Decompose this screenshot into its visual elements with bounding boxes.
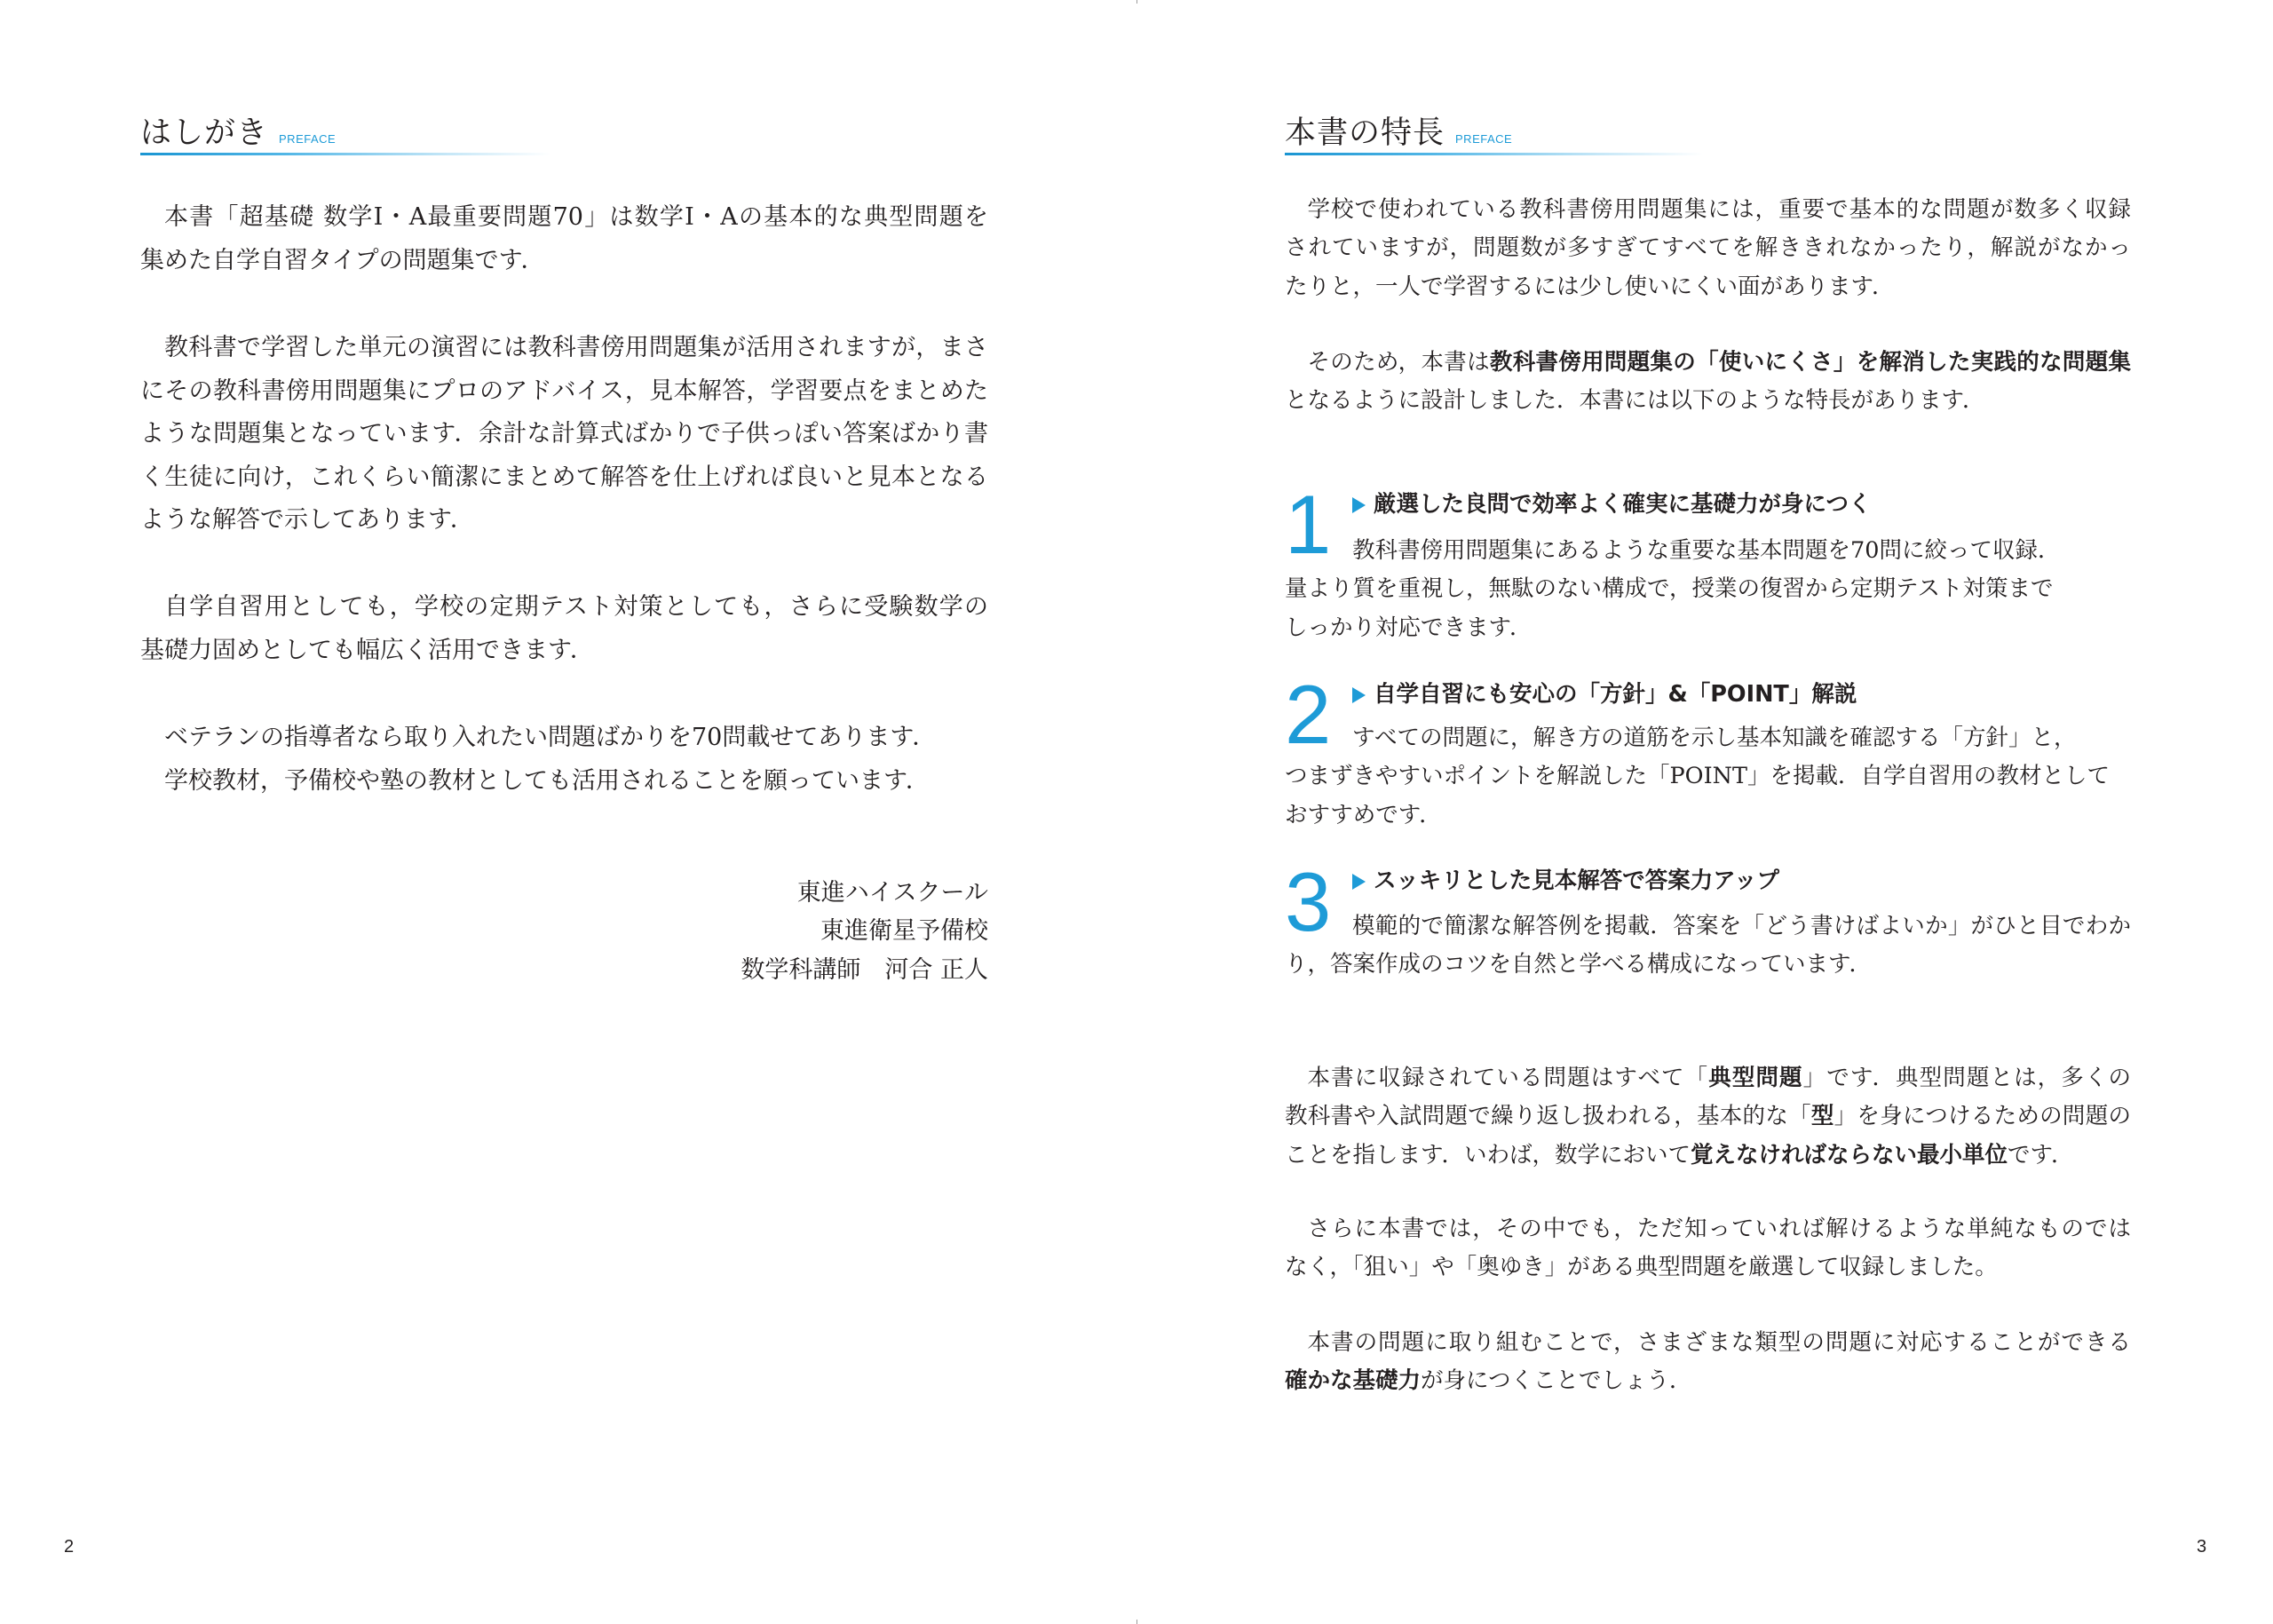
text-run: です． bbox=[2007, 1141, 2074, 1168]
text-line: 学校で使われている教科書傍用問題集には，重要で基本的な問題が数多く収録 bbox=[1307, 196, 2131, 223]
page-title: はしがき bbox=[140, 115, 269, 151]
text-line: 量より質を重視し，無駄のない構成で，授業の復習から定期テスト対策まで bbox=[1285, 575, 2054, 603]
feature-title bbox=[1352, 862, 1779, 900]
feature-number: 3 bbox=[1285, 855, 1332, 948]
text-line: 集めた自学自習タイプの問題集です． bbox=[140, 246, 545, 274]
text-line bbox=[1285, 1059, 2131, 1097]
text-line: 教科書で学習した単元の演習には教科書傍用問題集が活用されますが，まさ bbox=[164, 334, 988, 361]
text-run: 本書の問題に取り組むことで，さまざまな類型の問題に対応することができる bbox=[1307, 1329, 2131, 1356]
right-page bbox=[1136, 0, 2273, 1624]
text-run: 」です．典型問題とは，多くの bbox=[1802, 1065, 2131, 1091]
preface-label: PREFACE bbox=[279, 132, 337, 146]
bold-text: 覚えなければならない最小単位 bbox=[1690, 1141, 2008, 1168]
paragraph bbox=[1285, 1059, 2131, 1175]
text-run: ことを指します．いわば，数学において bbox=[1285, 1141, 1691, 1168]
text-line: さらに本書では，その中でも，ただ知っていれば解けるような単純なものでは bbox=[1307, 1216, 2131, 1242]
text-line bbox=[1285, 1137, 2131, 1175]
text-line: り，答案作成のコツを自然と学べる構成になっています． bbox=[1285, 951, 1872, 978]
signature bbox=[140, 874, 988, 989]
text-line: 学校教材，予備校や塾の教材としても活用されることを願っています． bbox=[164, 766, 930, 795]
text-run: 教科書や入試問題で繰り返し扱われる，基本的な「 bbox=[1285, 1103, 1811, 1130]
text-run: が身につくことでしょう． bbox=[1421, 1367, 1692, 1395]
feature-body bbox=[1285, 907, 2131, 985]
preface-label: PREFACE bbox=[1455, 132, 1513, 146]
text-line: おすすめです． bbox=[1285, 801, 1442, 828]
left-page bbox=[0, 0, 1136, 1624]
heading-underline bbox=[1285, 153, 1703, 155]
page-heading bbox=[140, 114, 336, 153]
signature-line: 東進衛星予備校 bbox=[820, 917, 988, 946]
text-line: 模範的で簡潔な解答例を掲載．答案を「どう書けばよいか」がひと目でわか bbox=[1352, 913, 2131, 939]
text-line: しっかり対応できます． bbox=[1285, 614, 1532, 641]
bold-text: 典型問題 bbox=[1708, 1065, 1803, 1091]
bold-text: 教科書傍用問題集の「使いにくさ」を解消した実践的な問題集 bbox=[1489, 349, 2131, 376]
paragraph bbox=[1285, 344, 2131, 421]
text-line: ような解答で示してあります． bbox=[140, 506, 474, 535]
feature-title-text: 厳選した良問で効率よく確実に基礎力が身につく bbox=[1374, 491, 1872, 518]
text-line: ような問題集となっています．余計な計算式ばかりで子供っぽい答案ばかり書 bbox=[140, 420, 988, 448]
feature-number: 2 bbox=[1285, 668, 1332, 761]
bold-text: 型 bbox=[1810, 1103, 1834, 1130]
paragraph bbox=[140, 586, 988, 672]
text-run: となるように設計しました．本書には以下のような特長があります． bbox=[1285, 387, 1985, 415]
paragraph bbox=[1285, 1210, 2131, 1287]
signature-line: 東進ハイスクール bbox=[796, 879, 988, 907]
page-title: 本書の特長 bbox=[1285, 115, 1445, 151]
text-line bbox=[1285, 382, 2131, 420]
text-line: つまずきやすいポイントを解説した「POINT」を掲載．自学自習用の教材として bbox=[1285, 763, 2110, 790]
feature-title-text: スッキリとした見本解答で答案力アップ bbox=[1374, 867, 1779, 894]
feature-number: 1 bbox=[1285, 478, 1332, 571]
heading-underline bbox=[140, 153, 550, 155]
text-line: ベテランの指導者なら取り入れたい問題ばかりを70問載せてあります． bbox=[164, 724, 937, 751]
text-line bbox=[1285, 1097, 2131, 1136]
feature-title bbox=[1352, 676, 1857, 714]
text-run: そのため，本書は bbox=[1307, 349, 1490, 376]
text-line bbox=[1285, 1324, 2131, 1362]
signature-line: 数学科講師 河合 正人 bbox=[741, 955, 988, 984]
text-run: 」を身につけるための問題の bbox=[1833, 1103, 2131, 1130]
paragraph bbox=[140, 717, 988, 803]
text-line: 自学自習用としても，学校の定期テスト対策としても，さらに受験数学の bbox=[164, 593, 988, 621]
paragraph bbox=[1285, 1324, 2131, 1401]
text-line: たりと，一人で学習するには少し使いにくい面があります． bbox=[1285, 273, 1895, 300]
text-line: されていますが，問題数が多すぎてすべてを解ききれなかったり，解説がなかっ bbox=[1285, 234, 2131, 262]
text-line: なく，「狙い」や「奥ゆき」がある典型問題を厳選して収録しました。 bbox=[1285, 1254, 1998, 1281]
triangle-bullet-icon bbox=[1352, 874, 1366, 890]
page-heading bbox=[1285, 114, 1512, 153]
feature-body bbox=[1285, 532, 2131, 647]
paragraph bbox=[1285, 191, 2131, 306]
text-line bbox=[1285, 344, 2131, 382]
text-line: 本書「超基礎 数学Ⅰ・A最重要問題70」は数学Ⅰ・Aの基本的な典型問題を bbox=[164, 203, 988, 231]
text-line: すべての問題に，解き方の道筋を示し基本知識を確認する「方針」と， bbox=[1352, 725, 2077, 751]
text-line: 基礎力固めとしても幅広く活用できます． bbox=[140, 636, 594, 664]
page-number: 2 bbox=[64, 1537, 75, 1557]
text-line: 教科書傍用問題集にあるような重要な基本問題を70問に絞って収録． bbox=[1352, 537, 2061, 564]
text-line bbox=[1285, 1362, 2131, 1400]
text-run: 本書に収録されている問題はすべて「 bbox=[1307, 1065, 1709, 1091]
feature-title bbox=[1352, 486, 1872, 524]
text-line: にその教科書傍用問題集にプロのアドバイス，見本解答，学習要点をまとめた bbox=[140, 376, 988, 405]
bold-text: 確かな基礎力 bbox=[1285, 1367, 1422, 1395]
page-number: 3 bbox=[2197, 1537, 2207, 1557]
triangle-bullet-icon bbox=[1352, 497, 1366, 513]
triangle-bullet-icon bbox=[1352, 687, 1366, 703]
feature-body bbox=[1285, 719, 2131, 835]
paragraph bbox=[140, 327, 988, 543]
text-line: く生徒に向け，これくらい簡潔にまとめて解答を仕上げれば良いと見本となる bbox=[140, 463, 988, 491]
feature-title-text: 自学自習にも安心の「方針」&「POINT」解説 bbox=[1374, 681, 1857, 708]
paragraph bbox=[140, 196, 988, 282]
